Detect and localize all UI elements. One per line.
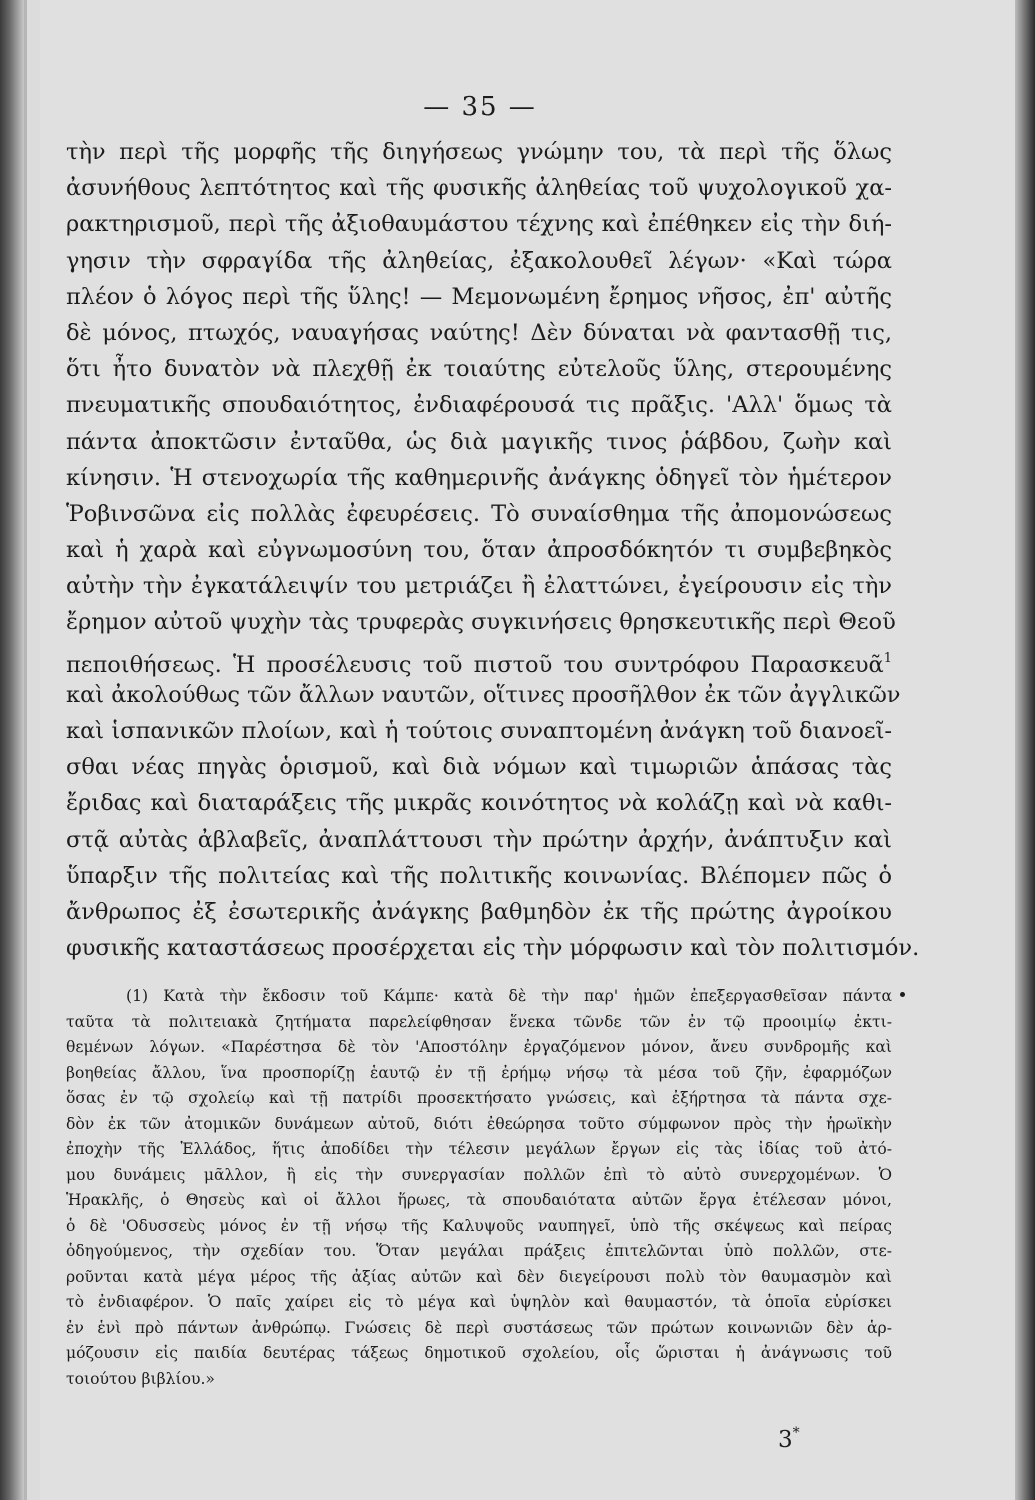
footnote-line: ροῦνται κατὰ μέγα μέρος τῆς ἀξίας αὐτῶν καὶ δὲν διεγείρουσι πολὺ τὸν θαυμασμὸν καὶ	[66, 1267, 892, 1286]
text-line: αὐτὴν τὴν ἐγκατάλειψίν του μετριάζει ἢ ἐλαττώνει, ἐγείρουσιν εἰς τὴν	[66, 573, 892, 600]
main-text	[66, 134, 920, 966]
text-line: πλέον ὁ λόγος περὶ τῆς ὕλης! — Μεμονωμένη ἔρημος νῆσος, ἐπ' αὐτῆς	[66, 283, 892, 310]
text-line: ἔριδας καὶ διαταράξεις τῆς μικρᾶς κοινότητος νὰ κολάζῃ καὶ νὰ καθι-	[66, 790, 892, 817]
footnote-line: ταῦτα τὰ πολιτειακὰ ζητήματα παρελείφθησαν ἕνεκα τῶνδε τῶν ἐν τῷ προοιμίῳ ἐκτι-	[66, 1012, 892, 1031]
footnote-line: βοηθείας ἄλλου, ἵνα προσπορίζῃ ἑαυτῷ ἐν τῇ ἐρήμῳ νήσῳ τὰ μέσα τοῦ ζῆν, ἐφαρμόζων	[66, 1063, 892, 1082]
text-line: στᾷ αὐτὰς ἀβλαβεῖς, ἀναπλάττουσι τὴν πρώτην ἀρχήν, ἀνάπτυξιν καὶ	[66, 826, 892, 853]
text-line-content: πεποιθήσεως. Ἡ προσέλευσις τοῦ πιστοῦ του συντρόφου Παρασκευᾶ	[66, 651, 884, 678]
text-line: πάντα ἀποκτῶσιν ἐνταῦθα, ὡς διὰ μαγικῆς τινος ῥάβδου, ζωὴν καὶ	[66, 428, 892, 455]
text-line: ρακτηρισμοῦ, περὶ τῆς ἀξιοθαυμάστου τέχνης καὶ ἐπέθηκεν εἰς τὴν διή-	[66, 211, 892, 238]
page-right-edge-shadow	[1015, 0, 1035, 1500]
footnote-line: τοιούτου βιβλίου.»	[66, 1369, 215, 1388]
text-line: πνευματικῆς σπουδαιότητος, ἐνδιαφέρουσά τις πρᾶξις. 'Αλλ' ὅμως τὰ	[66, 392, 892, 419]
text-line: τὴν περὶ τῆς μορφῆς τῆς διηγήσεως γνώμην του, τὰ περὶ τῆς ὅλως	[66, 139, 892, 165]
text-line: δὲ μόνος, πτωχός, ναυαγήσας ναύτης! Δὲν δύναται νὰ φαντασθῇ τις,	[66, 319, 892, 346]
text-line: ἔρημον αὐτοῦ ψυχὴν τὰς τρυφερὰς συγκινήσεις θρησκευτικῆς περὶ Θεοῦ	[66, 609, 896, 636]
footnote-line: τὸ ἐνδιαφέρον. Ὁ παῖς χαίρει εἰς τὸ μέγα καὶ ὑψηλὸν καὶ θαυμαστόν, τὰ ὁποῖα εὑρίσκει	[66, 1293, 892, 1311]
text-line: σθαι νέας πηγὰς ὁρισμοῦ, καὶ διὰ νόμων καὶ τιμωριῶν ἁπάσας τὰς	[66, 754, 892, 781]
text-line: κίνησιν. Ἡ στενοχωρία τῆς καθημερινῆς ἀνάγκης ὁδηγεῖ τὸν ἡμέτερον	[66, 464, 892, 491]
text-line: ὕπαρξιν τῆς πολιτείας καὶ τῆς πολιτικῆς κοινωνίας. Βλέπομεν πῶς ὁ	[66, 862, 892, 889]
text-line: καὶ ἀκολούθως τῶν ἄλλων ναυτῶν, οἵτινες προσῆλθον ἐκ τῶν ἀγγλικῶν	[66, 681, 901, 708]
ink-dot	[900, 992, 905, 997]
footnote-line: μόζουσιν εἰς παιδία δευτέρας τάξεως δημοτικοῦ σχολείου, οἷς ὥρισται ἡ ἀνάγνωσις τοῦ	[66, 1344, 892, 1362]
signature-star: *	[792, 1425, 800, 1441]
footnote-reference: 1	[883, 650, 892, 666]
text-line: ὅτι ἦτο δυνατὸν νὰ πλεχθῇ ἐκ τοιαύτης εὐτελοῦς ὕλης, στερουμένης	[66, 356, 892, 383]
book-page	[40, 0, 1015, 1500]
footnote-line: ὁδηγούμενος, τὴν σχεδίαν του. Ὅταν μεγάλαι πράξεις ἐπιτελῶνται ὑπὸ πολλῶν, στε-	[66, 1242, 892, 1260]
signature-mark	[778, 1425, 800, 1453]
text-line-with-footnote-ref	[66, 641, 892, 677]
footnote-line: ἐν ἑνὶ πρὸ πάντων ἀνθρώπῳ. Γνώσεις δὲ περὶ συστάσεως τῶν πρώτων κοινωνιῶν δὲν ἁρ-	[66, 1318, 892, 1337]
footnote-line: ὁ δὲ 'Οδυσσεὺς μόνος ἐν τῇ νήσῳ τῆς Καλυψοῦς ναυπηγεῖ, ὑπὸ τῆς σκέψεως καὶ πείρας	[66, 1216, 892, 1235]
footnote-line: θεμένων λόγων. «Παρέστησα δὲ τὸν 'Αποστόλην ἐργαζόμενον μόνον, ἄνευ συνδρομῆς καὶ	[66, 1038, 892, 1056]
page-left-edge	[24, 0, 27, 1500]
footnote-line: δὸν ἐκ τῶν ἀτομικῶν δυνάμεων αὐτοῦ, διότι ἐθεώρησα τοῦτο σύμφωνον πρὸς τὴν ἡρωϊκὴν	[66, 1114, 892, 1133]
page-number: — 35 —	[423, 92, 537, 122]
footnote	[66, 984, 892, 1392]
text-line: ἀσυνήθους λεπτότητος καὶ τῆς φυσικῆς ἀληθείας τοῦ ψυχολογικοῦ χα-	[66, 175, 892, 202]
text-line: ἄνθρωπος ἐξ ἐσωτερικῆς ἀνάγκης βαθμηδὸν ἐκ τῆς πρώτης ἀγροίκου	[66, 898, 892, 925]
footnote-line: Ἡρακλῆς, ὁ Θησεὺς καὶ οἱ ἄλλοι ἥρωες, τὰ σπουδαιότατα αὐτῶν ἔργα ἐτέλεσαν μόνοι,	[66, 1191, 892, 1209]
footnote-line: μου δυνάμεις μᾶλλον, ἢ εἰς τὴν συνεργασίαν πολλῶν ἐπὶ τὸ αὐτὸ συνερχομένων. Ὁ	[66, 1165, 892, 1184]
text-line: καὶ ἱσπανικῶν πλοίων, καὶ ἡ τούτοις συναπτομένη ἀνάγκη τοῦ διανοεῖ-	[66, 718, 892, 744]
footnote-line: ἐποχὴν τῆς Ἑλλάδος, ἥτις ἀποδίδει τὴν τέλεσιν μεγάλων ἔργων εἰς τὰς ἰδίας τοῦ ἀτό-	[66, 1140, 892, 1158]
text-line: Ῥοβινσῶνα εἰς πολλὰς ἐφευρέσεις. Τὸ συναίσθημα τῆς ἀπομονώσεως	[66, 500, 892, 527]
footnote-line: ὅσας ἐν τῷ σχολείῳ καὶ τῇ πατρίδι προσεκτήσατο γνώσεις, καὶ ἐξήρτησα τὰ πάντα σχε-	[66, 1089, 892, 1107]
text-line: γησιν τὴν σφραγίδα τῆς ἀληθείας, ἐξακολουθεῖ λέγων· «Καὶ τώρα	[66, 247, 892, 274]
text-line: φυσικῆς καταστάσεως προσέρχεται εἰς τὴν μόρφωσιν καὶ τὸν πολιτισμόν.	[66, 935, 920, 962]
text-line: καὶ ἡ χαρὰ καὶ εὐγνωμοσύνη του, ὅταν ἀπροσδόκητόν τι συμβεβηκὸς	[66, 537, 892, 564]
book-gutter-shadow	[0, 0, 24, 1500]
signature-number: 3	[778, 1427, 793, 1453]
footnote-line: (1) Κατὰ τὴν ἔκδοσιν τοῦ Κάμπε· κατὰ δὲ τὴν παρ' ἡμῶν ἐπεξεργασθεῖσαν πάντα	[126, 987, 892, 1005]
